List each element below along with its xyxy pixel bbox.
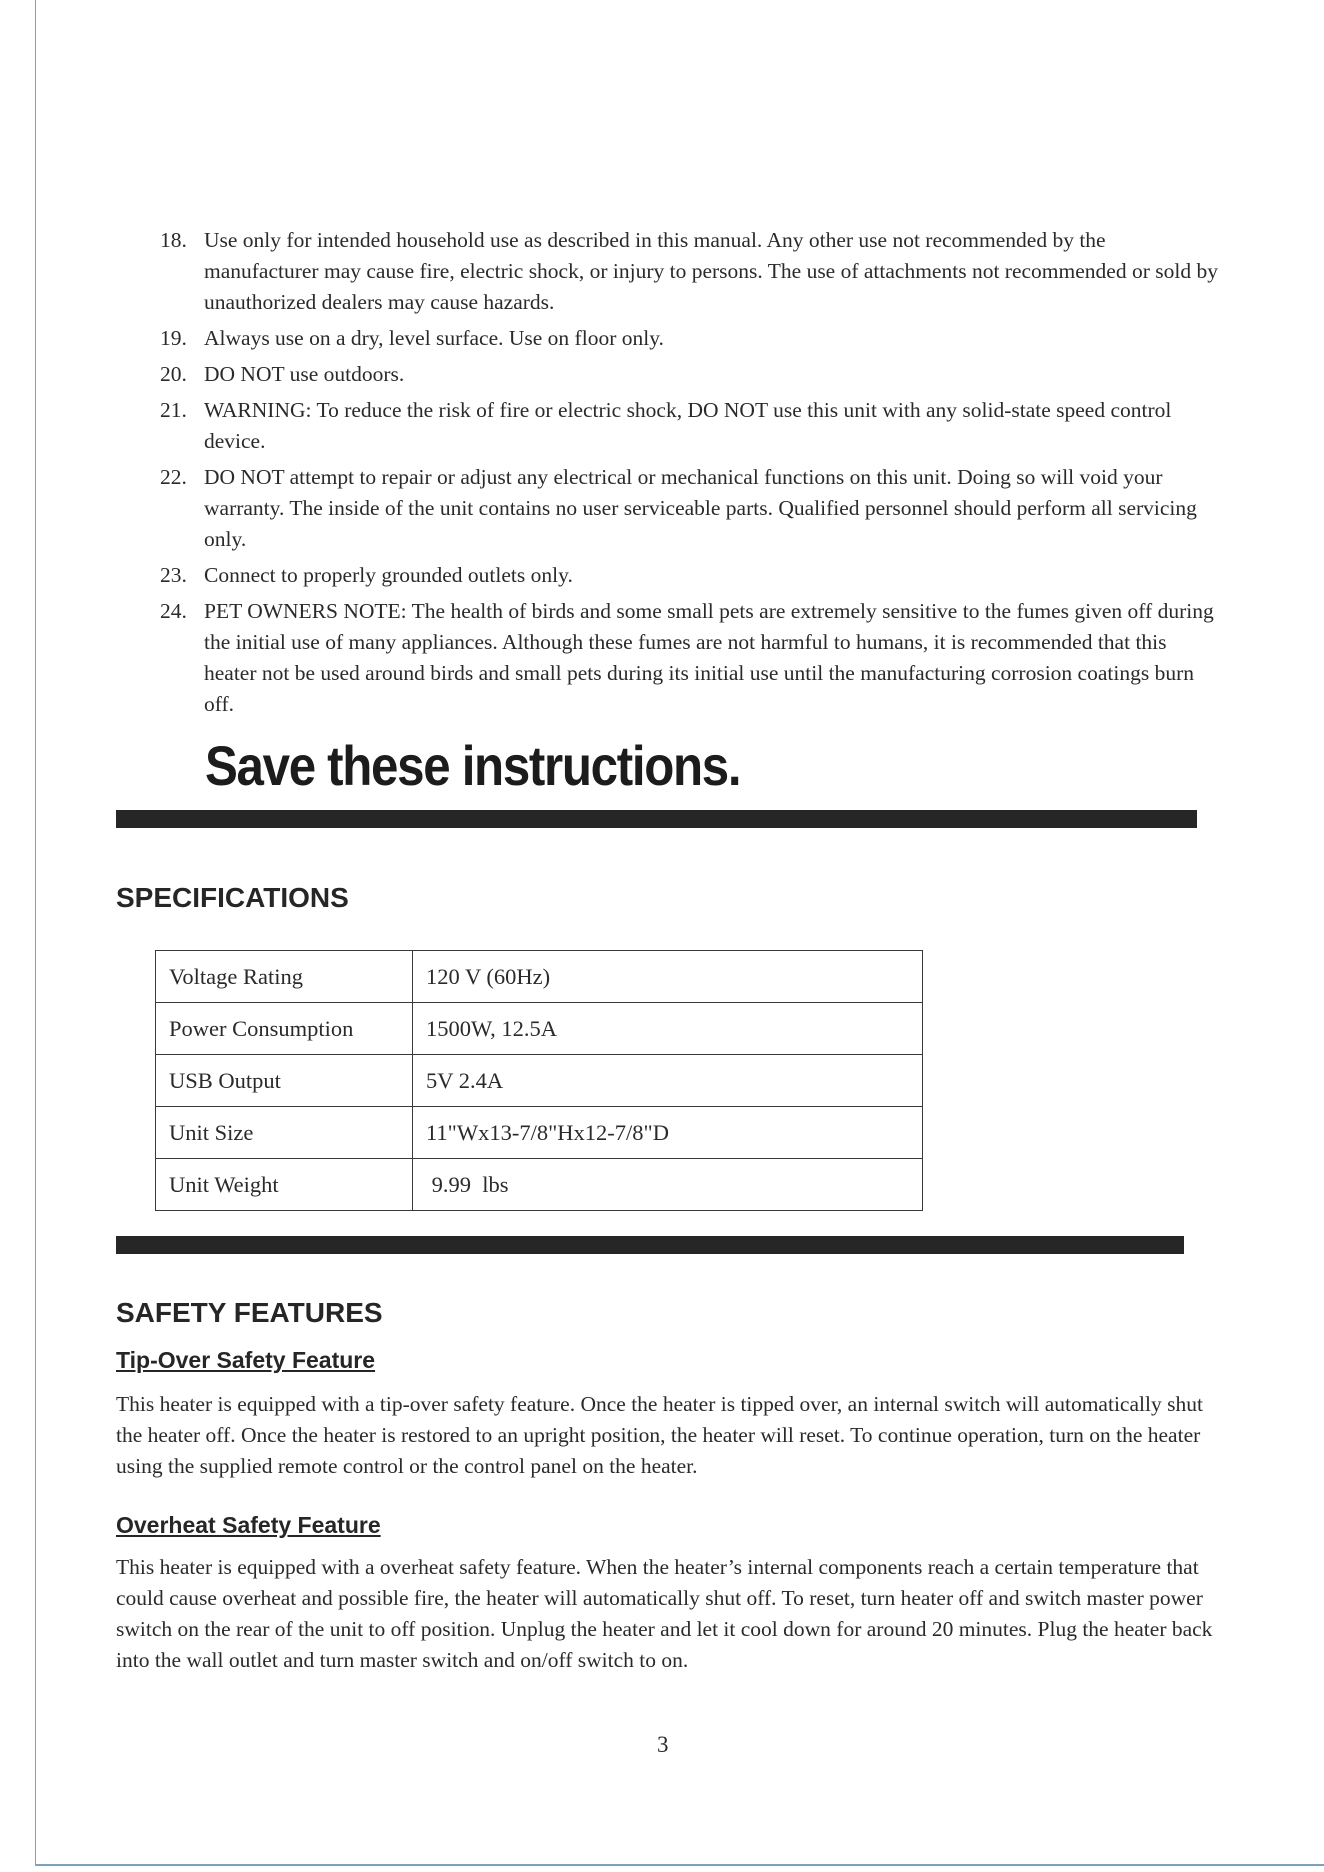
specifications-heading: SPECIFICATIONS: [116, 882, 349, 913]
list-item: [160, 462, 1220, 555]
spec-value: 5V 2.4A: [413, 1055, 923, 1107]
section-divider-bar: [116, 810, 1197, 828]
table-row: [156, 1055, 923, 1107]
section-divider-bar: [116, 1236, 1184, 1254]
item-text: PET OWNERS NOTE: The health of birds and some small pets are extremely sensitive to the fumes given off during the initial use of many appliances. Although these fumes are not harmful to humans, it is recommended that this heater not be used around birds and small pets during its initial use until the manufacturing corrosion coatings burn off.: [204, 599, 1214, 716]
list-item: [160, 225, 1220, 318]
spec-label: Power Consumption: [156, 1003, 413, 1055]
table-row: [156, 1159, 923, 1211]
item-text: Use only for intended household use as described in this manual. Any other use not recommended by the manufacturer may cause fire, electric shock, or injury to persons. The use of attachments not recommended or sold by unauthorized dealers may cause hazards.: [204, 228, 1218, 314]
item-number: 18.: [160, 228, 187, 252]
overheat-feature-text: This heater is equipped with a overheat safety feature. When the heater’s internal components reach a certain temperature that could cause overheat and possible fire, the heater will automatically shut off. To reset, turn heater off and switch master power switch on the rear of the unit to off position. Unplug the heater and let it cool down for around 20 minutes. Plug the heater back into the wall outlet and turn master switch and on/off switch to on.: [116, 1555, 1213, 1672]
specifications-table: [155, 950, 923, 1211]
table-row: [156, 1107, 923, 1159]
list-item: [160, 395, 1220, 457]
tip-over-feature-text: This heater is equipped with a tip-over safety feature. Once the heater is tipped over, an internal switch will automatically shut the heater off. Once the heater is restored to an upright position, the heater will reset. To continue operation, turn on the heater using the supplied remote control or the control panel on the heater.: [116, 1392, 1203, 1478]
tip-over-feature-title: Tip-Over Safety Feature: [116, 1347, 376, 1373]
spec-value: 9.99 lbs: [413, 1159, 923, 1211]
item-text: Connect to properly grounded outlets only.: [204, 563, 573, 587]
safety-instructions-list: [160, 225, 1220, 725]
spec-label: Unit Size: [156, 1107, 413, 1159]
item-number: 20.: [160, 362, 187, 386]
spec-value: 1500W, 12.5A: [413, 1003, 923, 1055]
table-row: [156, 1003, 923, 1055]
save-instructions-title: Save these instructions.: [205, 734, 741, 797]
list-item: [160, 560, 1220, 591]
list-item: [160, 596, 1220, 720]
spec-label: Voltage Rating: [156, 951, 413, 1003]
spec-value: 11"Wx13-7/8"Hx12-7/8"D: [413, 1107, 923, 1159]
item-text: DO NOT attempt to repair or adjust any electrical or mechanical functions on this unit. Doing so will void your warranty. The inside of the unit contains no user serviceable parts. Qualified personnel should perform all servicing only.: [204, 465, 1197, 551]
page-number: 3: [657, 1732, 669, 1757]
item-text: DO NOT use outdoors.: [204, 362, 405, 386]
item-number: 21.: [160, 398, 187, 422]
spec-label: USB Output: [156, 1055, 413, 1107]
safety-features-heading: SAFETY FEATURES: [116, 1297, 383, 1328]
table-row: [156, 951, 923, 1003]
list-item: [160, 359, 1220, 390]
item-text: WARNING: To reduce the risk of fire or electric shock, DO NOT use this unit with any solid-state speed control device.: [204, 398, 1172, 453]
spec-value: 120 V (60Hz): [413, 951, 923, 1003]
item-number: 23.: [160, 563, 187, 587]
page-frame-bottom-border: [35, 1864, 1324, 1866]
page-frame-left-border: [35, 0, 36, 1865]
item-number: 22.: [160, 465, 187, 489]
overheat-feature-title: Overheat Safety Feature: [116, 1512, 381, 1538]
item-text: Always use on a dry, level surface. Use on floor only.: [204, 326, 664, 350]
item-number: 24.: [160, 599, 187, 623]
list-item: [160, 323, 1220, 354]
item-number: 19.: [160, 326, 187, 350]
spec-label: Unit Weight: [156, 1159, 413, 1211]
